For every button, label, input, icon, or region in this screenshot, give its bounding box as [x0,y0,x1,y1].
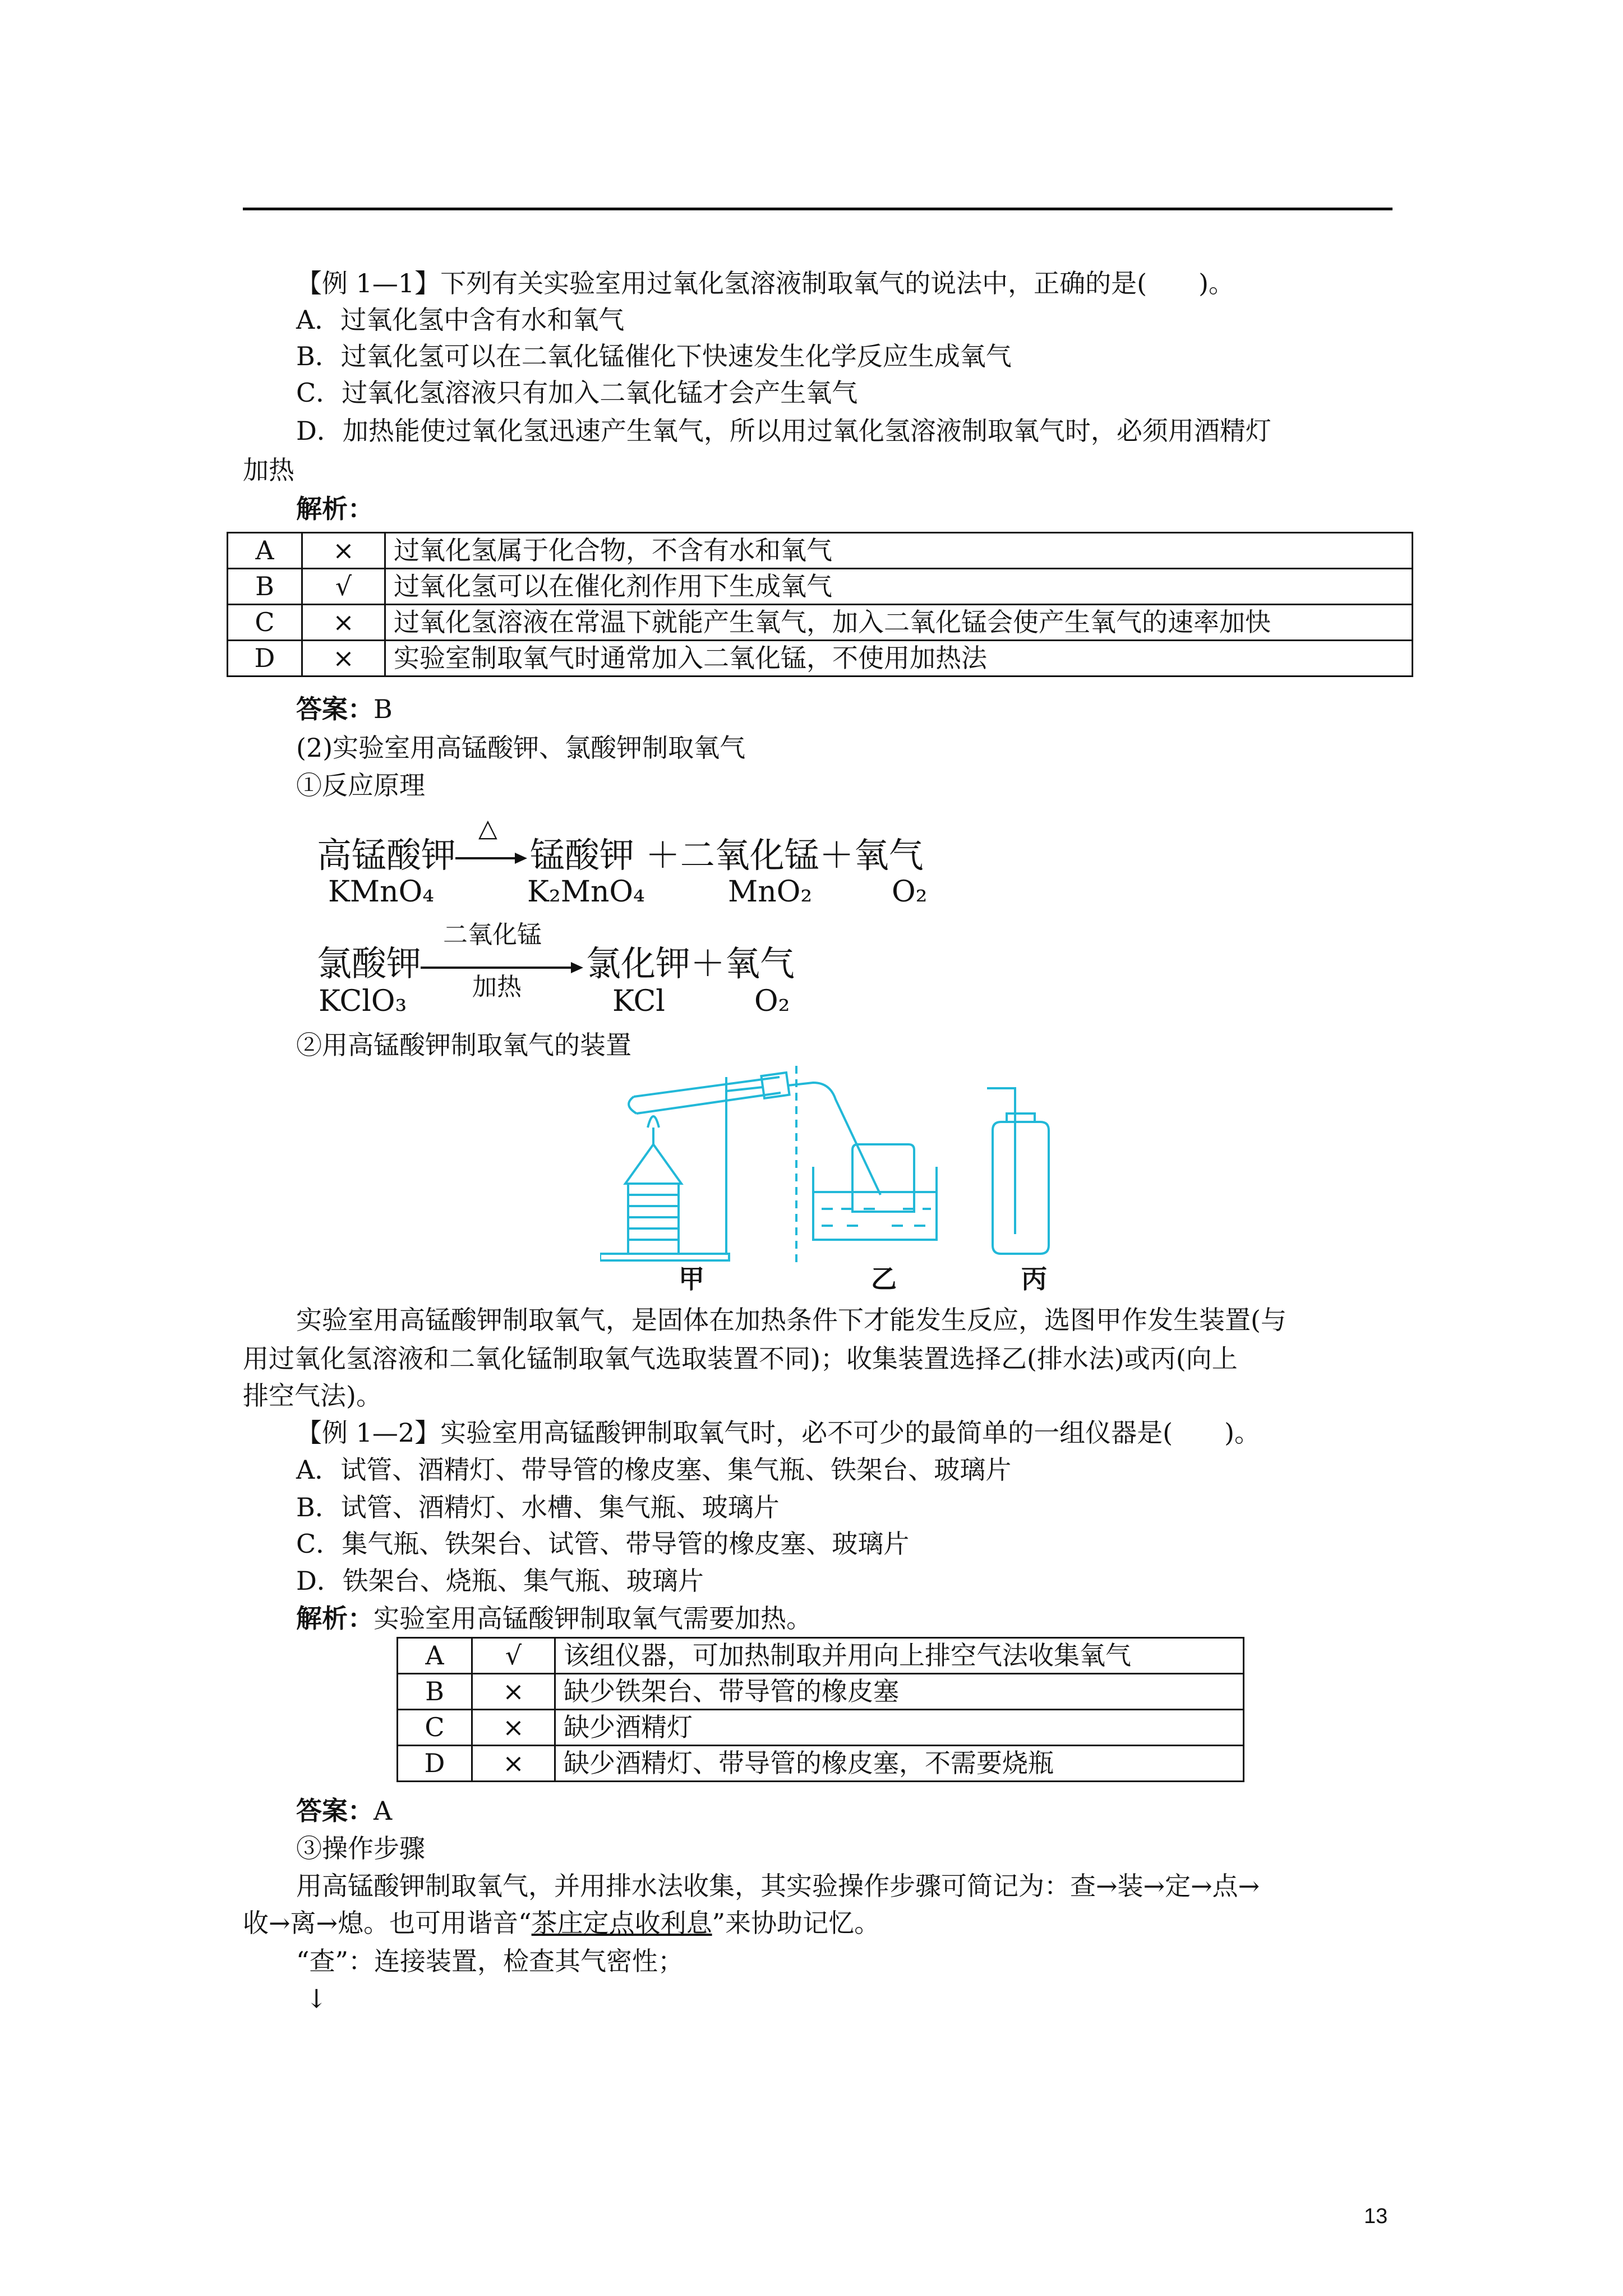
eq1-formula-reactant: KMnO₄ [328,875,435,909]
eq2-products: 氯化钾＋氧气 [586,943,795,984]
example1-option-d-cont: 加热 [243,455,294,485]
steps-line1: 用高锰酸钾制取氧气，并用排水法收集，其实验操作步骤可简记为：查→装→定→点→ [296,1871,1260,1901]
answer-value: B [374,694,393,724]
device-heading: ②用高锰酸钾制取氧气的装置 [296,1030,631,1060]
example2-option-a: A．试管、酒精灯、带导管的橡皮塞、集气瓶、铁架台、玻璃片 [296,1455,1012,1485]
table-cell-option: C [228,605,302,641]
table-cell-text: 实验室制取氧气时通常加入二氧化锰，不使用加热法 [385,641,1413,677]
example1-option-d: D．加热能使过氧化氢迅速产生氧气，所以用过氧化氢溶液制取氧气时，必须用酒精灯 [296,416,1271,446]
section2-paragraph-line3: 排空气法)。 [243,1381,382,1411]
table-cell-mark: √ [472,1638,555,1674]
example2-analysis [296,1602,812,1635]
table-row [398,1710,1244,1746]
eq1-formula-p1: K₂MnO₄ [527,875,645,909]
table-cell-text: 过氧化氢溶液在常温下就能产生氧气，加入二氧化锰会使产生氧气的速率加快 [385,605,1413,641]
table-row [398,1674,1244,1710]
table-cell-option: D [228,641,302,677]
answer-label: 答案： [296,1796,374,1826]
eq1-formula-p2: MnO₂ [728,875,813,909]
apparatus-figure [600,1066,1105,1262]
example1-option-c: C．过氧化氢溶液只有加入二氧化锰才会产生氧气 [296,378,858,408]
steps-line2-part-a: 收→离→熄。也可用谐音“ [243,1908,532,1938]
figure-label-yi: 乙 [871,1264,897,1294]
example1-option-a: A．过氧化氢中含有水和氧气 [296,305,625,335]
analysis-text: 实验室用高锰酸钾制取氧气需要加热。 [374,1603,812,1634]
gas-bottle-upright [993,1122,1049,1254]
table-cell-option: B [228,569,302,605]
eq2-formula-p1: KCl [612,984,665,1018]
eq2-condition-top: 二氧化锰 [443,921,542,949]
section2-paragraph-line2: 用过氧化氢溶液和二氧化锰制取氧气选取装置不同)；收集装置选择乙(排水法)或丙(向上 [243,1343,1238,1374]
table-cell-mark: √ [302,569,385,605]
table-cell-text: 缺少铁架台、带导管的橡皮塞 [555,1674,1244,1710]
table-cell-mark: × [302,533,385,569]
table-row [398,1746,1244,1782]
gas-inlet-tube [987,1088,1015,1234]
table-cell-option: D [398,1746,472,1782]
delivery-tube [788,1083,880,1195]
example2-option-d: D．铁架台、烧瓶、集气瓶、玻璃片 [296,1566,704,1596]
table-cell-mark: × [472,1746,555,1782]
eq2-formula-reactant: KClO₃ [319,984,407,1018]
section2-principle: ①反应原理 [296,770,425,800]
eq1-reactant: 高锰酸钾 [317,835,457,876]
table-cell-option: A [228,533,302,569]
example2-option-b: B．试管、酒精灯、水槽、集气瓶、玻璃片 [296,1492,780,1522]
alcohol-lamp-icon [625,1144,681,1184]
figure-label-jia: 甲 [679,1264,704,1294]
page-number: 13 [1364,2205,1388,2228]
steps-line2 [243,1906,880,1940]
down-arrow-icon: ↓ [306,1984,328,2014]
table-row [398,1638,1244,1674]
table-cell-text: 缺少酒精灯、带导管的橡皮塞，不需要烧瓶 [555,1746,1244,1782]
example1-analysis-label: 解析： [296,494,374,524]
example2-answer [296,1794,392,1828]
table-cell-text: 过氧化氢可以在催化剂作用下生成氧气 [385,569,1413,605]
test-tube [634,1077,781,1114]
table-cell-text: 缺少酒精灯 [555,1710,1244,1746]
table-cell-option: A [398,1638,472,1674]
table-cell-mark: × [302,641,385,677]
eq1-condition: △ [478,814,497,843]
steps-line2-part-c: ”来协助记忆。 [712,1908,880,1938]
analysis-label: 解析： [296,1603,374,1634]
table-cell-option: B [398,1674,472,1710]
eq1-products: 锰酸钾 ＋二氧化锰＋氧气 [530,835,924,876]
example1-option-b: B．过氧化氢可以在二氧化锰催化下快速发生化学反应生成氧气 [296,341,1012,371]
steps-heading: ③操作步骤 [296,1833,425,1864]
example2-option-c: C．集气瓶、铁架台、试管、带导管的橡皮塞、玻璃片 [296,1529,910,1559]
figure-label-bing: 丙 [1021,1264,1047,1294]
answer-value: A [374,1796,393,1826]
eq2-formula-p2: O₂ [754,984,790,1018]
table-cell-mark: × [302,605,385,641]
mnemonic-phrase: 茶庄定点收利息 [531,1908,712,1938]
table-cell-mark: × [472,1710,555,1746]
example2-analysis-table [396,1637,1244,1782]
answer-label: 答案： [296,694,374,724]
section2-paragraph-line1: 实验室用高锰酸钾制取氧气，是固体在加热条件下才能发生反应，选图甲作发生装置(与 [296,1305,1287,1335]
steps-check: “查”：连接装置，检查其气密性； [296,1946,684,1976]
eq2-reactant: 氯酸钾 [317,943,422,984]
table-cell-option: C [398,1710,472,1746]
water-trough [813,1167,937,1240]
table-cell-mark: × [472,1674,555,1710]
eq1-formula-p3: O₂ [892,875,928,909]
eq2-condition-bottom: 加热 [472,973,522,1001]
example2-question: 【例 1—2】实验室用高锰酸钾制取氧气时，必不可少的最简单的一组仪器是( )。 [296,1418,1261,1448]
table-cell-text: 过氧化氢属于化合物，不含有水和氧气 [385,533,1413,569]
section2-heading: (2)实验室用高锰酸钾、氯酸钾制取氧气 [296,733,746,763]
example1-question: 【例 1—1】下列有关实验室用过氧化氢溶液制取氧气的说法中，正确的是( )。 [296,268,1235,298]
table-cell-text: 该组仪器，可加热制取并用向上排空气法收集氧气 [555,1638,1244,1674]
